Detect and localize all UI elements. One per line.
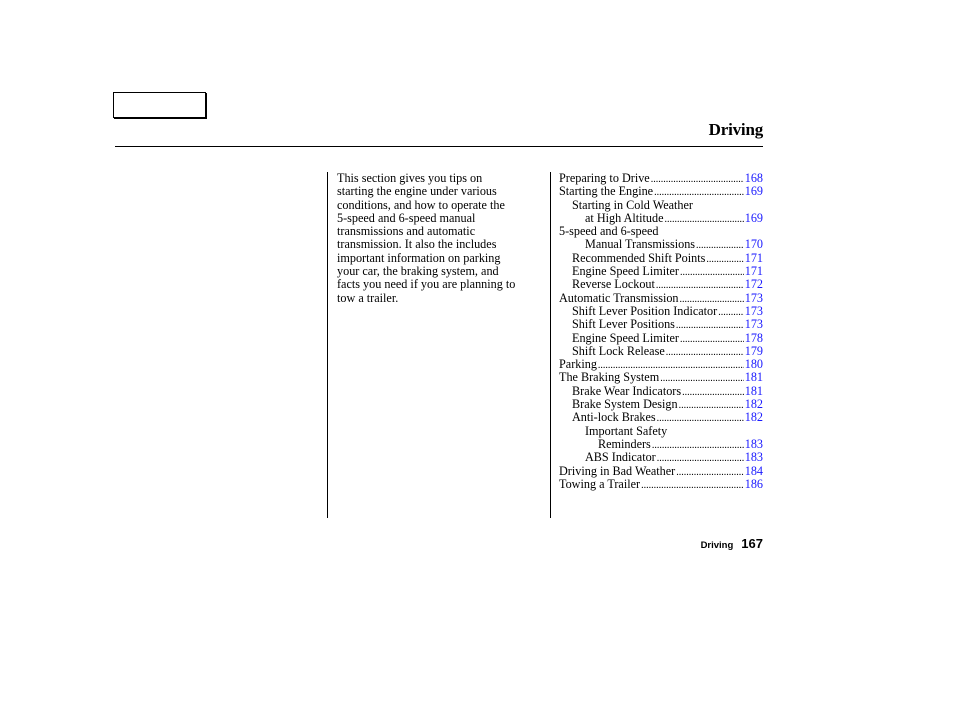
intro-line: starting the engine under various [337,184,497,199]
intro-line: 5-speed and 6-speed manual [337,210,476,225]
toc-entry-label: Parking [559,357,597,372]
toc-page-link[interactable]: 169 [744,184,763,199]
intro-line: important information on parking [337,250,501,265]
toc-page-link[interactable]: 183 [744,436,763,451]
toc-entry-label: ABS Indicator [585,450,656,465]
toc-entry-label: Preparing to Drive [559,171,650,185]
intro-paragraph [337,172,543,305]
table-of-contents [559,172,763,491]
toc-dot-leader [666,346,744,359]
toc-entry-label: Engine Speed Limiter [572,264,679,279]
page-footer [701,536,763,551]
toc-entry [559,199,763,212]
footer-page-number: 167 [741,536,763,551]
toc-entry[interactable] [559,318,763,331]
toc-entry-label: Towing a Trailer [559,476,641,491]
intro-line: This section gives you tips on [337,171,483,185]
toc-entry[interactable] [559,332,763,345]
toc-entry[interactable] [559,292,763,305]
intro-line: your car, the braking system, and [337,264,499,279]
toc-entry[interactable] [559,358,763,371]
toc-entry[interactable] [559,172,763,185]
intro-line: transmission. It also the includes [337,237,497,252]
toc-dot-leader [680,266,744,279]
toc-page-link[interactable]: 169 [744,210,763,225]
toc-entry[interactable] [559,438,763,451]
toc-entry[interactable] [559,345,763,358]
toc-entry[interactable] [559,185,763,198]
toc-page-link[interactable]: 168 [744,171,763,185]
toc-page-link[interactable]: 179 [744,343,763,358]
toc-page-link[interactable]: 183 [744,450,763,465]
toc-entry[interactable] [559,398,763,411]
toc-entry-label: Shift Lock Release [572,343,665,358]
toc-dot-leader [706,253,743,266]
toc-dot-leader [665,213,744,226]
toc-entry-label: Driving in Bad Weather [559,463,676,478]
toc-entry-label: Reverse Lockout [572,277,655,292]
intro-line: conditions, and how to operate the [337,197,505,212]
toc-page-link[interactable]: 171 [744,264,763,279]
toc-entry-label: 5-speed and 6-speed [559,224,659,239]
toc-entry-label: Engine Speed Limiter [572,330,679,345]
toc-dot-leader [679,399,744,412]
toc-entry-label: Shift Lever Position Indicator [572,303,718,318]
footer-section-label: Driving [700,540,734,551]
toc-page-link[interactable]: 180 [744,357,763,372]
toc-entry[interactable] [559,305,763,318]
toc-entry-label: at High Altitude [585,210,664,225]
toc-entry[interactable] [559,212,763,225]
toc-entry[interactable] [559,465,763,478]
toc-entry[interactable] [559,451,763,464]
toc-entry-label: Shift Lever Positions [572,317,675,332]
toc-entry-label: Anti-lock Brakes [572,410,656,425]
toc-entry-label: Starting the Engine [559,184,654,199]
toc-page-link[interactable]: 178 [744,330,763,345]
toc-page-link[interactable]: 181 [744,383,763,398]
intro-line: transmissions and automatic [337,224,476,239]
header-rule [115,146,763,147]
toc-entry[interactable] [559,478,763,491]
intro-line: facts you need if you are planning to [337,277,516,292]
toc-dot-leader [676,319,744,332]
intro-line: tow a trailer. [337,290,399,305]
toc-entry[interactable] [559,371,763,384]
toc-entry[interactable] [559,238,763,251]
toc-entry[interactable] [559,385,763,398]
toc-page-link[interactable]: 184 [744,463,763,478]
section-tab-box [113,92,206,118]
toc-entry [559,425,763,438]
toc-page-link[interactable]: 173 [744,290,763,305]
toc-entry-label: Starting in Cold Weather [572,197,693,212]
toc-entry-label: Automatic Transmission [559,290,679,305]
toc-entry-label: Manual Transmissions [585,237,696,252]
toc-entry-label: Brake System Design [572,397,678,412]
toc-entry-label: Reminders [598,436,651,451]
column-divider-left [327,172,328,518]
toc-page-link[interactable]: 172 [744,277,763,292]
page-title: Driving [708,120,763,139]
toc-entry[interactable] [559,265,763,278]
toc-dot-leader [651,173,744,186]
toc-page-link[interactable]: 182 [744,397,763,412]
toc-page-link[interactable]: 181 [744,370,763,385]
toc-entry[interactable] [559,252,763,265]
toc-entry-label: The Braking System [559,370,660,385]
toc-dot-leader [682,386,744,399]
toc-page-link[interactable]: 173 [744,303,763,318]
toc-dot-leader [680,333,744,346]
toc-page-link[interactable]: 173 [744,317,763,332]
toc-entry[interactable] [559,278,763,291]
toc-entry-label: Important Safety [585,423,668,438]
toc-entry-label: Brake Wear Indicators [572,383,682,398]
toc-page-link[interactable]: 182 [744,410,763,425]
toc-page-link[interactable]: 171 [744,250,763,265]
toc-page-link[interactable]: 170 [744,237,763,252]
toc-dot-leader [641,479,744,492]
toc-page-link[interactable]: 186 [744,476,763,491]
toc-dot-leader [676,466,743,479]
toc-dot-leader [657,412,744,425]
toc-dot-leader [718,306,744,319]
toc-entry [559,225,763,238]
toc-entry[interactable] [559,411,763,424]
column-divider-right [550,172,551,518]
toc-entry-label: Recommended Shift Points [572,250,706,265]
toc-dot-leader [652,439,744,452]
